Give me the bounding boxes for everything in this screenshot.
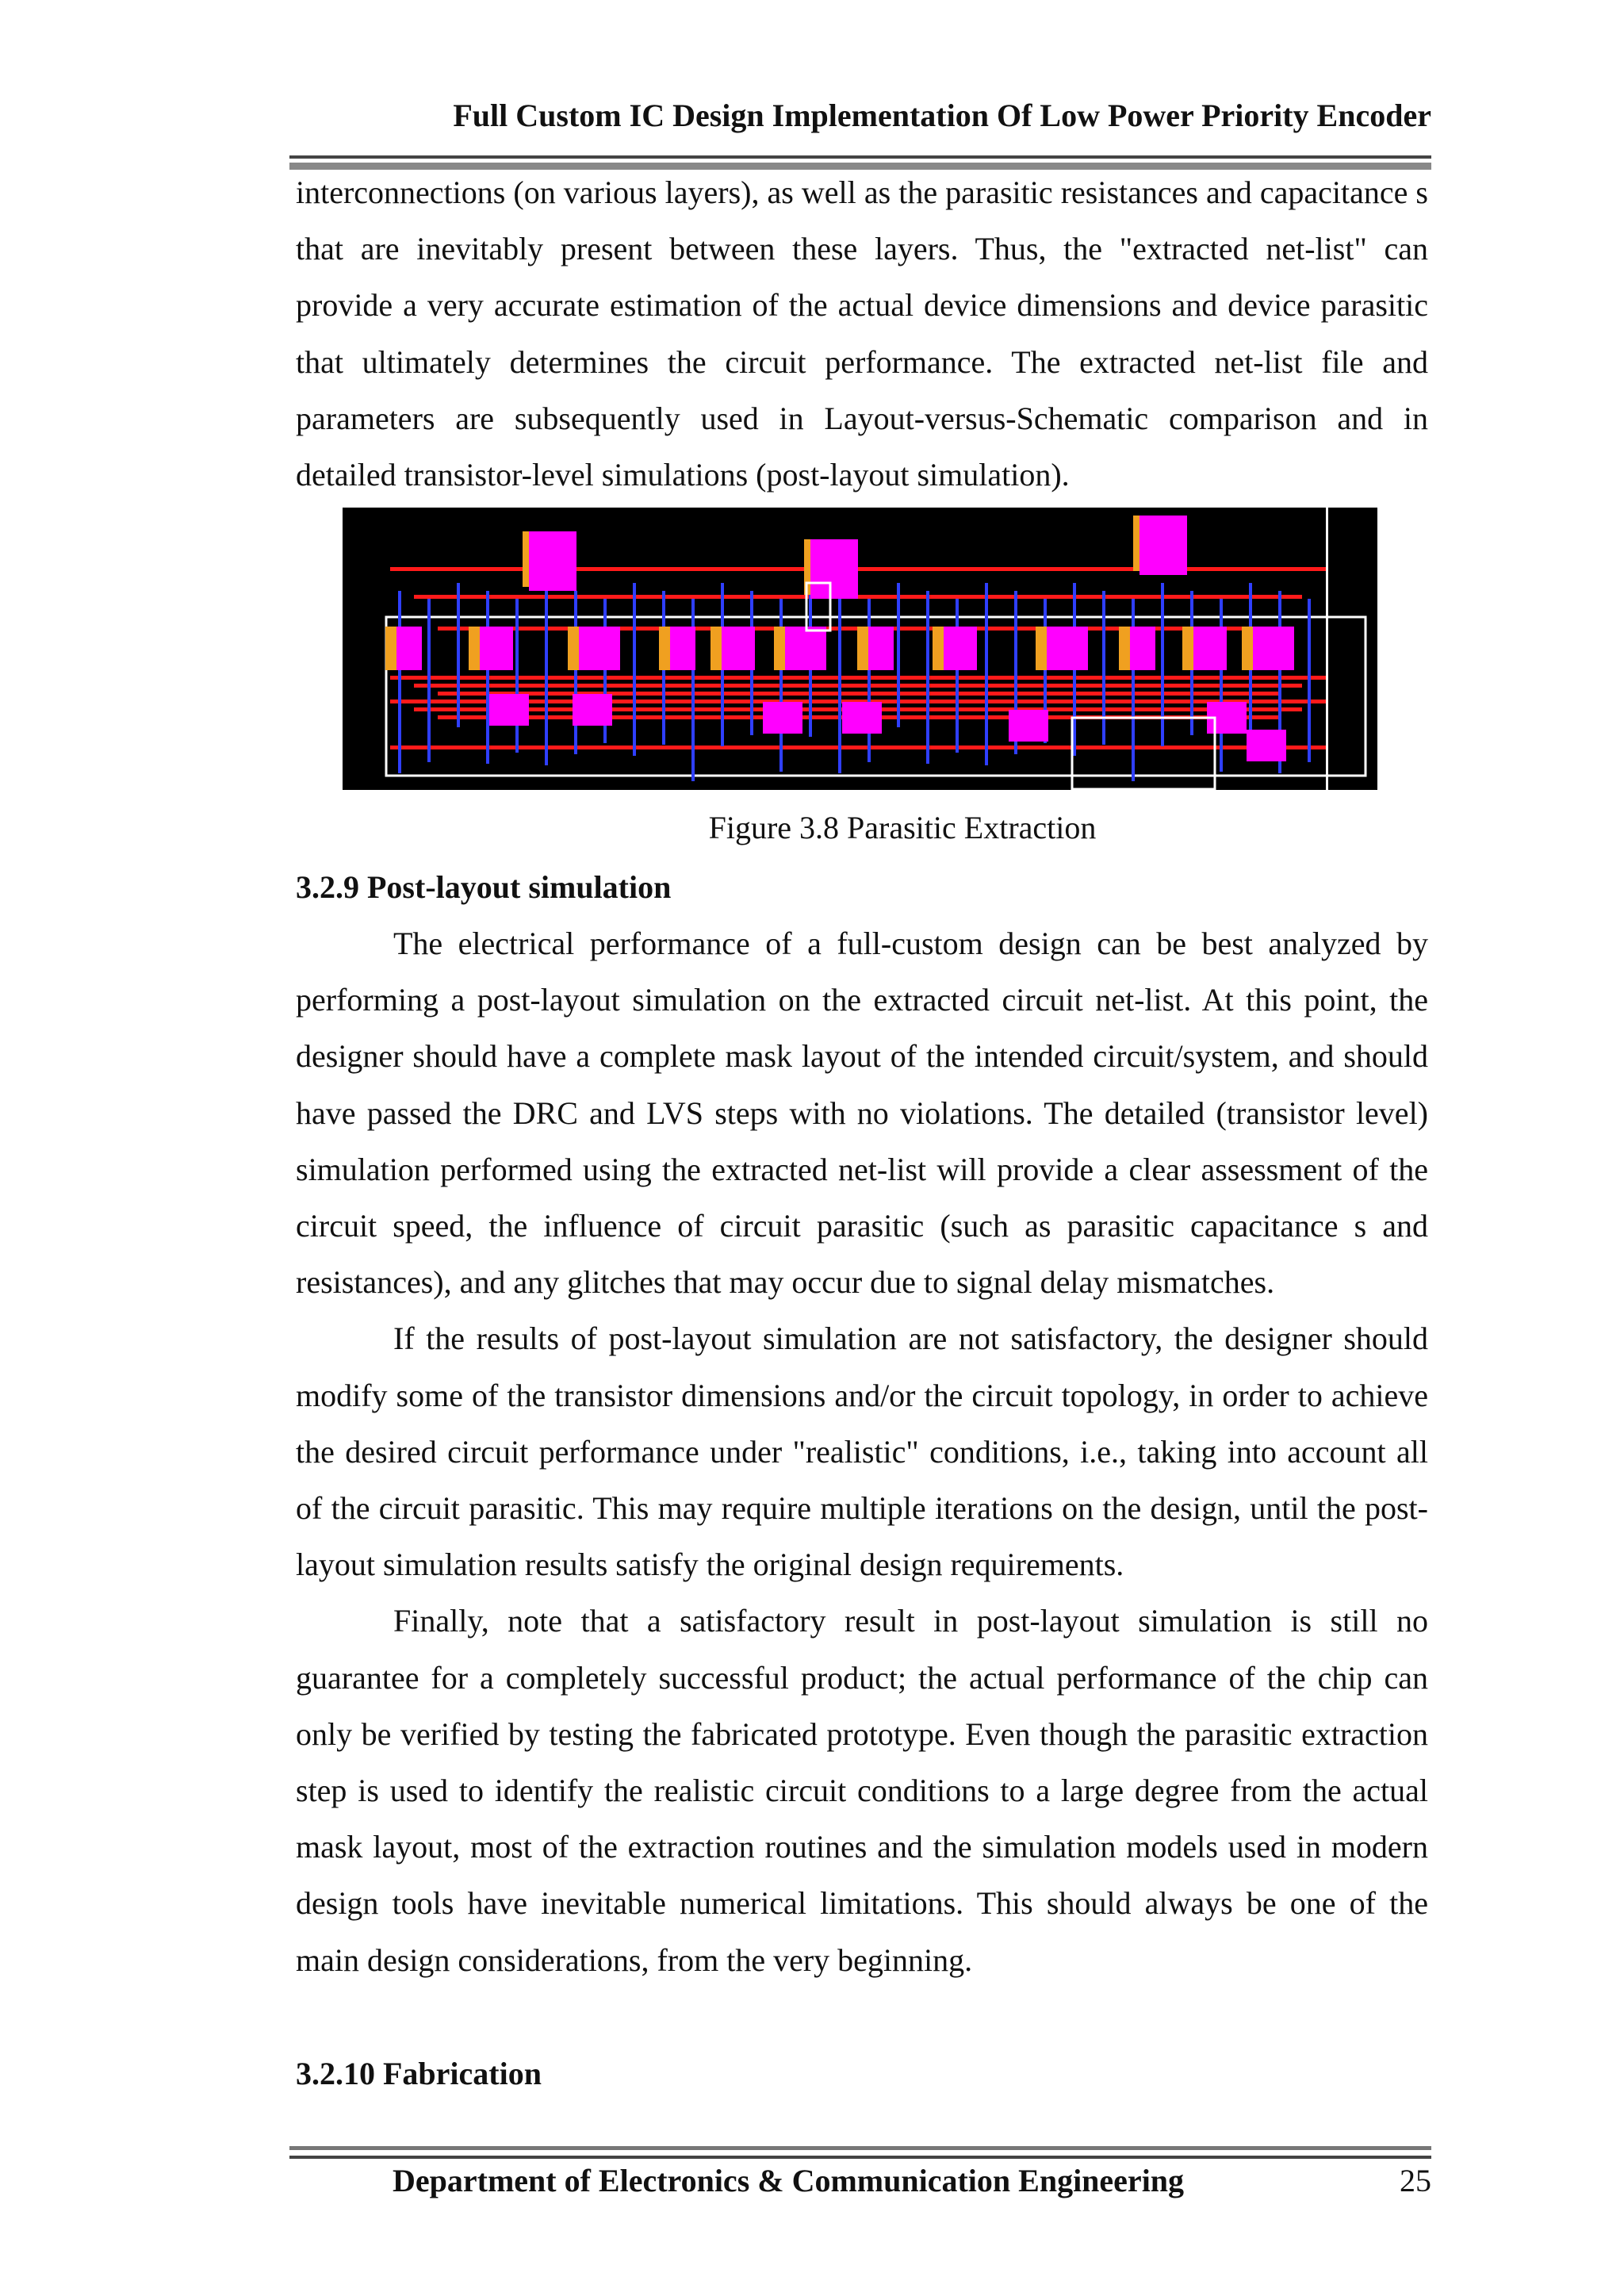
ic-layout-image: [343, 508, 1377, 790]
section-heading-post-layout: 3.2.9 Post-layout simulation: [296, 869, 672, 905]
page-footer: [289, 2159, 1431, 2206]
figure-caption: Figure 3.8 Parasitic Extraction: [708, 810, 1097, 845]
footer-department: Department of Electronics & Communication Engineering: [393, 2163, 1185, 2198]
section-heading-fabrication: 3.2.10 Fabrication: [296, 2056, 542, 2091]
paragraph-post-layout-2: If the results of post-layout simulation are not satisfactory, the designer should modify some of the transistor dimensions and/or the circuit topology, in order to achieve the desired circuit performance under "realistic" conditions, i.e., taking into account all of the circuit parasitic. This may require multiple iterations on the design, until the post-layout simulation results satisfy the original design requirements.: [296, 1320, 1428, 1583]
intro-text-block: [296, 164, 1428, 503]
running-header: Full Custom IC Design Implementation Of Low Power Priority Encoder: [453, 98, 1431, 133]
paragraph-post-layout-1: The electrical performance of a full-custom design can be best analyzed by performing a post-layout simulation on the extracted circuit net-list. At this point, the designer should have a complete mask layout of the intended circuit/system, and should have passed the DRC and LVS steps with no violations. The detailed (transistor level) simulation performed using the extracted net-list will provide a clear assessment of the circuit speed, the influence of circuit parasitic (such as parasitic capacitance s and resistances), and any glitches that may occur due to signal delay mismatches.: [296, 926, 1428, 1301]
footer-rule: [289, 2146, 1431, 2159]
page-number: 25: [1400, 2163, 1431, 2198]
paragraph-intro: interconnections (on various layers), as well as the parasitic resistances and capacitance s that are inevitably present between these layers. Thus, the "extracted net-list" can provide a very accurate estimation of the actual device dimensions and device parasitic that ultimately determines the circuit performance. The extracted net-list file and parameters are subsequently used in Layout-versus-Schematic comparison and in detailed transistor-level simulations (post-layout simulation).: [296, 174, 1428, 493]
post-layout-text-block: [296, 915, 1428, 1988]
parasitic-extraction-figure: [343, 508, 1377, 790]
paragraph-post-layout-3: Finally, note that a satisfactory result in post-layout simulation is still no guarantee for a completely successful product; the actual performance of the chip can only be verified by testing the fabricated prototype. Even though the parasitic extraction step is used to identify the realistic circuit conditions to a large degree from the actual mask layout, most of the extraction routines and the simulation models used in modern design tools have inevitable numerical limitations. This should always be one of the main design considerations, from the very beginning.: [296, 1603, 1428, 1978]
